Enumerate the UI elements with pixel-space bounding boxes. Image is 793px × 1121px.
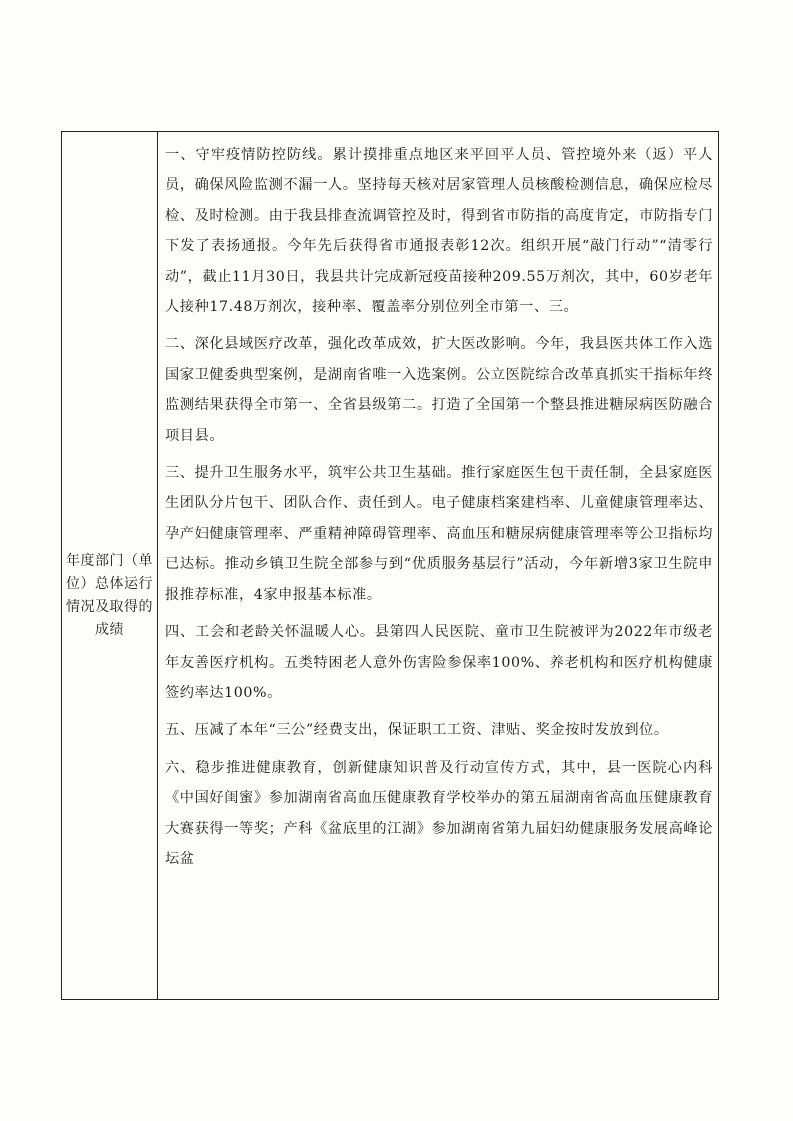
row-label-cell xyxy=(62,132,157,999)
paragraph-5: 五、压减了本年“三公”经费支出，保证职工工资、津贴、奖金按时发放到位。 xyxy=(165,722,669,739)
column-divider xyxy=(157,132,158,999)
paragraph-3: 三、提升卫生服务水平，筑牢公共卫生基础。推行家庭医生包干责任制，全县家庭医生团队分片包干、团队合作、责任到人。电子健康档案建档率、儿童健康管理率达、孕产妇健康管理率、严重精神障碍管理率、高血压和糖尿病健康管理率等公卫指标均已达标。推动乡镇卫生院全部参与到“优质服务基层行”活动，今年新增3家卫生院申报推荐标准，4家申报基本标准。 xyxy=(165,465,713,603)
paragraph-4: 四、工会和老龄关怀温暖人心。县第四人民医院、童市卫生院被评为2022年市级老年友善医疗机构。五类特困老人意外伤害险参保率100%、养老机构和医疗机构健康签约率达100%。 xyxy=(165,624,713,701)
paragraph-6: 六、稳步推进健康教育，创新健康知识普及行动宣传方式，其中，县一医院心内科《中国好闺蜜》参加湖南省高血压健康教育学校举办的第五届湖南省高血压健康教育大赛获得一等奖；产科《盆底里的江湖》参加湖南省第九届妇幼健康服务发展高峰论坛盆 xyxy=(165,759,713,867)
paragraph-2: 二、深化县域医疗改革，强化改革成效，扩大医改影响。今年，我县医共体工作入选国家卫健委典型案例，是湖南省唯一入选案例。公立医院综合改革真抓实干指标年终监测结果获得全市第一、全省县级第二。打造了全国第一个整县推进糖尿病医防融合项目县。 xyxy=(165,336,713,444)
row-content-cell xyxy=(165,140,713,881)
report-table xyxy=(61,131,719,1000)
paragraph-1: 一、守牢疫情防控防线。累计摸排重点地区来平回平人员、管控境外来（返）平人员，确保风险监测不漏一人。坚持每天核对居家管理人员核酸检测信息，确保应检尽检、及时检测。由于我县排查流调管控及时，得到省市防指的高度肯定，市防指专门下发了表扬通报。今年先后获得省市通报表彰12次。组织开展“敲门行动”“清零行动”，截止11月30日，我县共计完成新冠疫苗接种209.55万剂次，其中，60岁老年人接种17.48万剂次，接种率、覆盖率分别位列全市第一、三。 xyxy=(165,147,713,316)
row-label: 年度部门（单位）总体运行情况及取得的成绩 xyxy=(66,552,153,638)
